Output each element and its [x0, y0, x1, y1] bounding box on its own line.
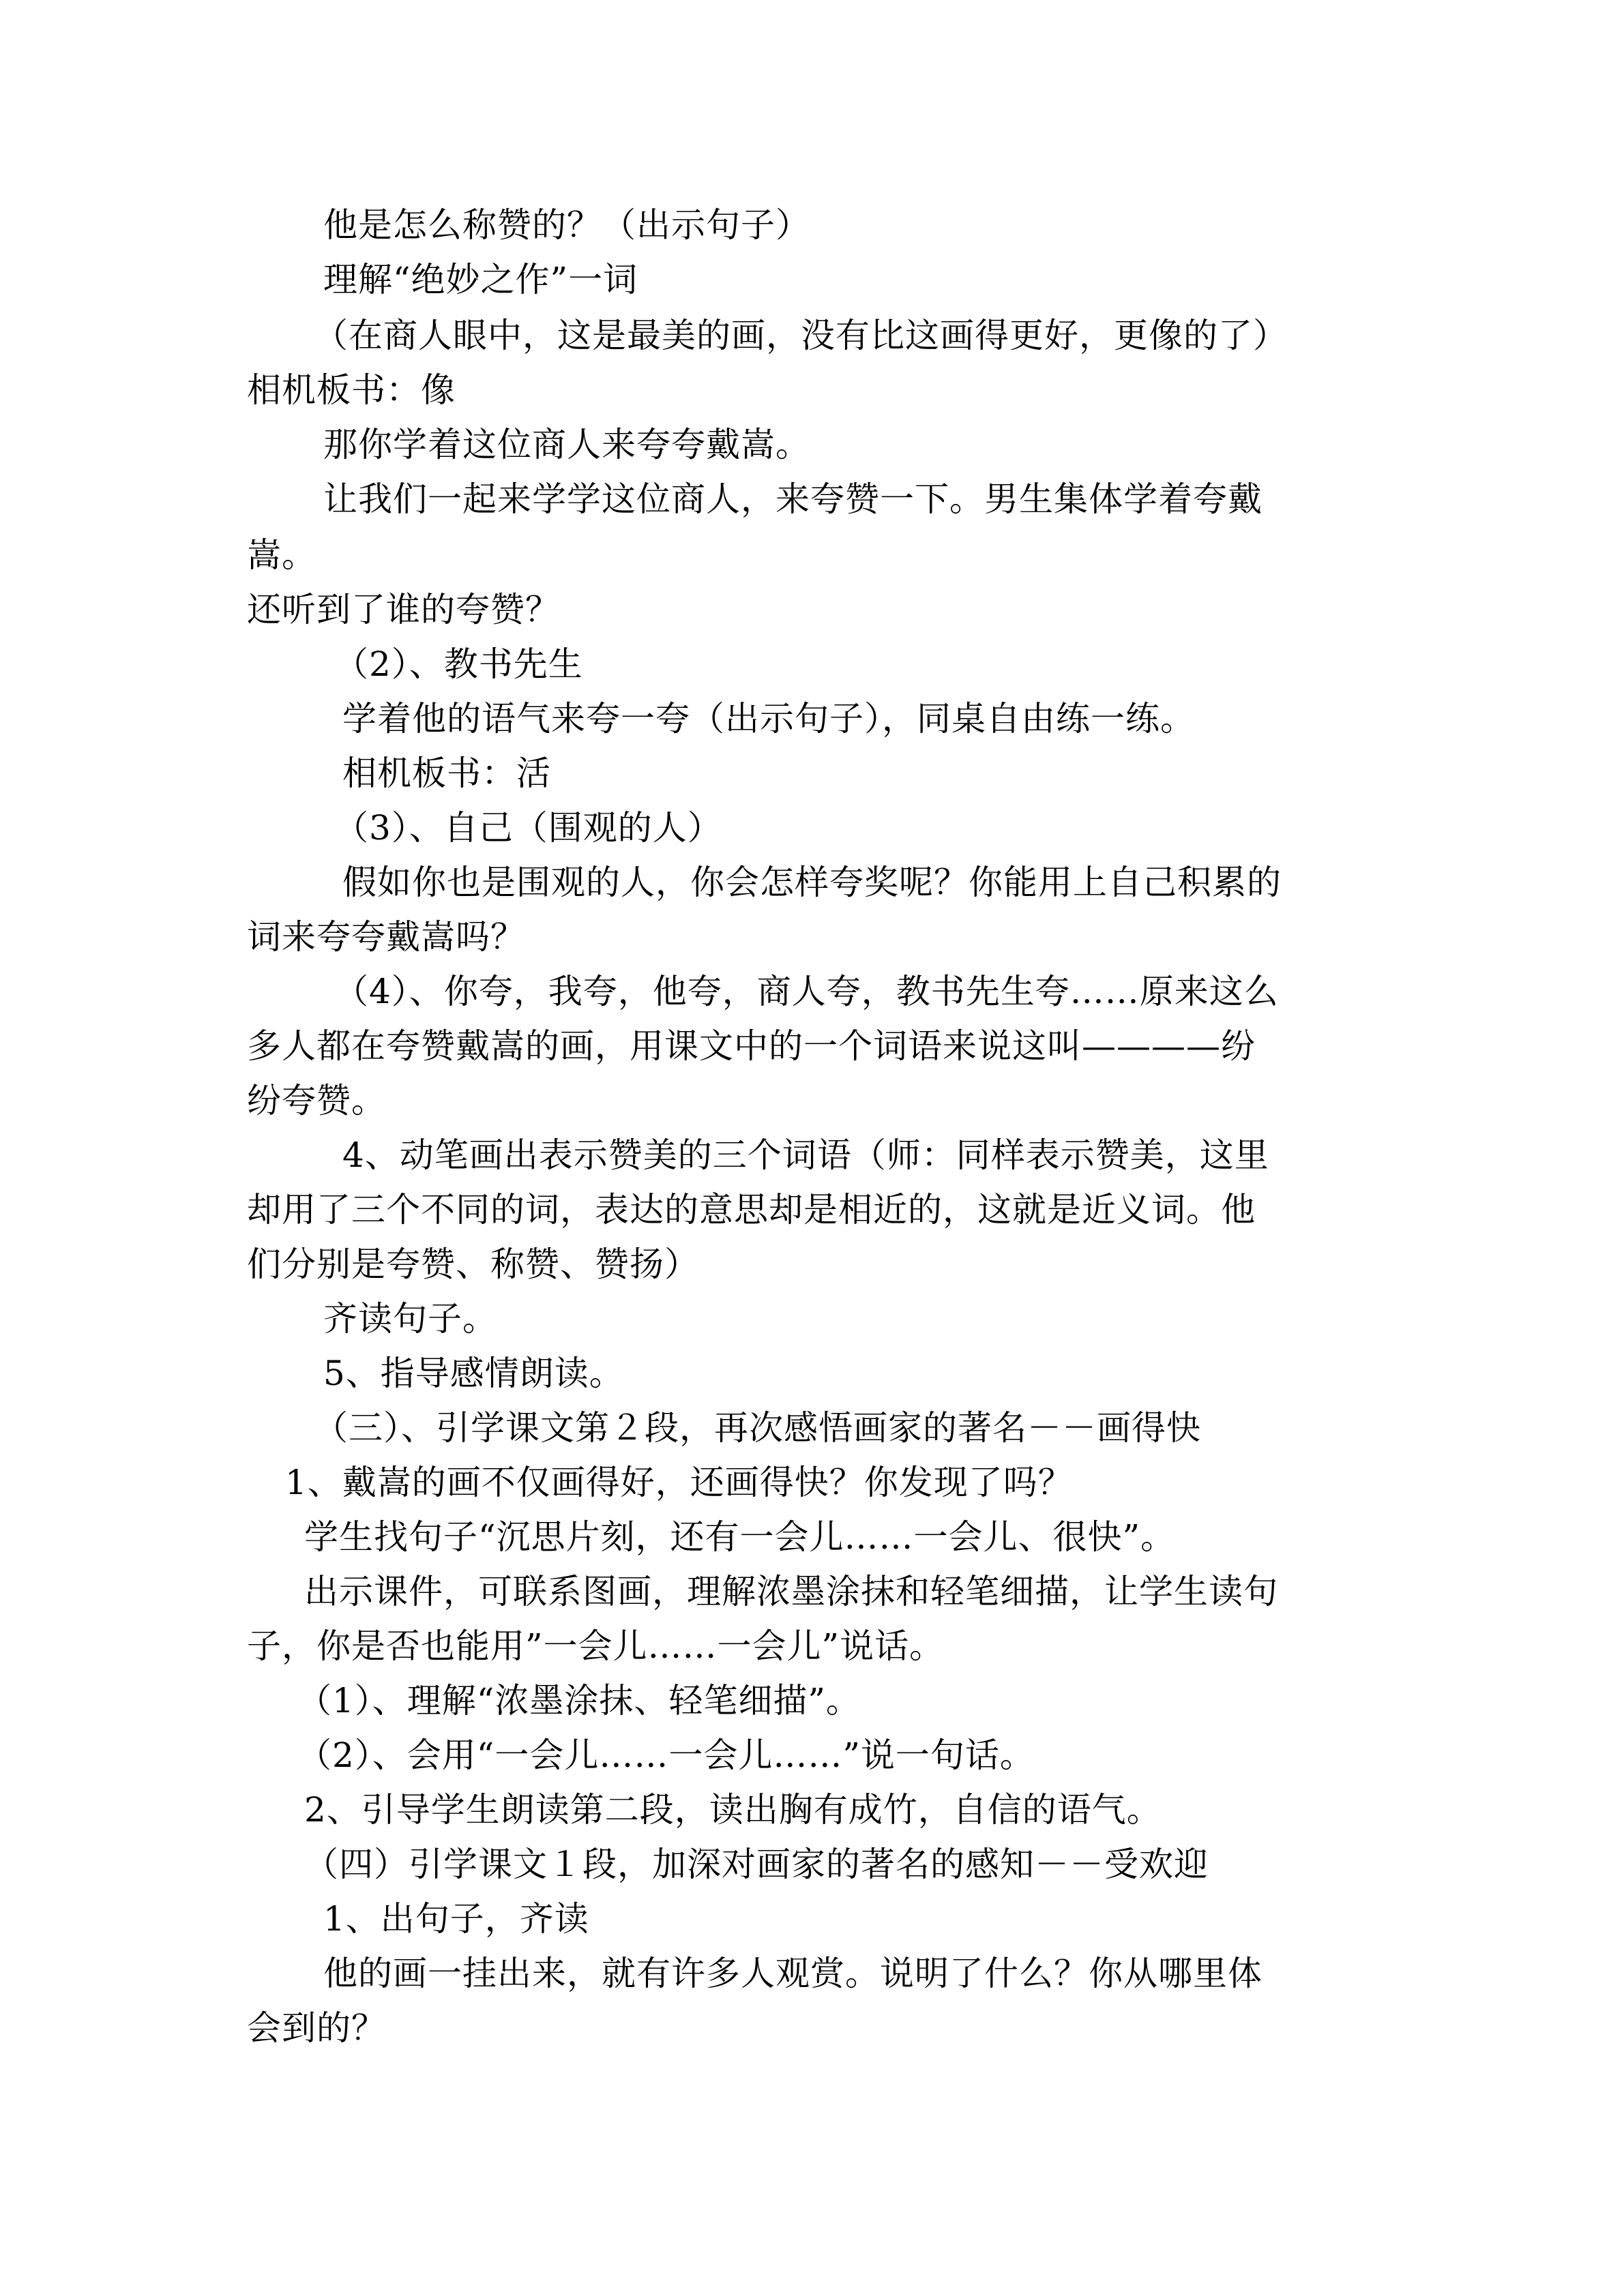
text-line: 他是怎么称赞的？（出示句子）	[323, 205, 810, 245]
text-line: 1、戴嵩的画不仅画得好，还画得快？你发现了吗？	[285, 1463, 1073, 1502]
text-line: 出示课件，可联系图画，理解浓墨涂抹和轻笔细描，让学生读句	[304, 1572, 1278, 1611]
text-line: 假如你也是围观的人，你会怎样夸奖呢？你能用上自己积累的	[342, 863, 1282, 902]
text-line: （1）、理解“浓墨涂抹、轻笔细描”。	[297, 1681, 861, 1720]
text-line: 相机板书：像	[247, 370, 456, 410]
text-line: 他的画一挂出来，就有许多人观赏。说明了什么？你从哪里体	[323, 1954, 1263, 1993]
text-line: （2）、会用“一会儿……一会儿……”说一句话。	[297, 1735, 1035, 1775]
text-line: 还听到了谁的夸赞？	[247, 590, 560, 629]
text-line: 理解“绝妙之作”一词	[323, 260, 638, 299]
text-line: 纷夸赞。	[247, 1081, 386, 1120]
text-line: 齐读句子。	[323, 1299, 497, 1339]
text-line: （三）、引学课文第２段，再次感悟画家的著名－－画得快	[314, 1408, 1201, 1448]
text-line: 却用了三个不同的词，表达的意思却是相近的，这就是近义词。他	[247, 1190, 1256, 1229]
text-line: （四）引学课文１段，加深对画家的著名的感知－－受欢迎	[304, 1845, 1209, 1884]
text-line: 让我们一起来学学这位商人，来夸赞一下。男生集体学着夸戴	[323, 479, 1263, 519]
text-line: 那你学着这位商人来夸夸戴嵩。	[323, 425, 810, 464]
text-line: 嵩。	[247, 535, 316, 575]
text-line: 词来夸夸戴嵩吗？	[247, 917, 525, 957]
text-line: 会到的？	[247, 2008, 386, 2048]
text-line: 们分别是夸赞、称赞、赞扬）	[247, 1244, 699, 1284]
text-line: 学着他的语气来夸一夸（出示句子），同桌自由练一练。	[342, 699, 1195, 739]
text-line: 4、动笔画出表示赞美的三个词语（师：同样表示赞美，这里	[342, 1135, 1269, 1175]
text-line: 子，你是否也能用”一会儿……一会儿”说话。	[247, 1626, 945, 1666]
text-line: 多人都在夸赞戴嵩的画，用课文中的一个词语来说这叫————纷	[247, 1026, 1256, 1066]
text-line: 1、出句子，齐读	[323, 1899, 589, 1939]
text-line: （在商人眼中，这是最美的画，没有比这画得更好，更像的了）	[314, 316, 1288, 355]
text-line: （3）、自己（围观的人）	[334, 808, 722, 848]
text-line: 2、引导学生朗读第二段，读出胸有成竹，自信的语气。	[304, 1790, 1162, 1830]
text-line: 学生找句子“沉思片刻，还有一会儿……一会儿、很快”。	[304, 1517, 1176, 1557]
text-line: （4）、你夸，我夸，他夸，商人夸，教书先生夸……原来这么	[334, 972, 1279, 1011]
text-line: 相机板书：活	[342, 754, 551, 793]
text-line: 5、指导感情朗读。	[323, 1354, 624, 1393]
text-line: （2）、教书先生	[334, 644, 583, 684]
